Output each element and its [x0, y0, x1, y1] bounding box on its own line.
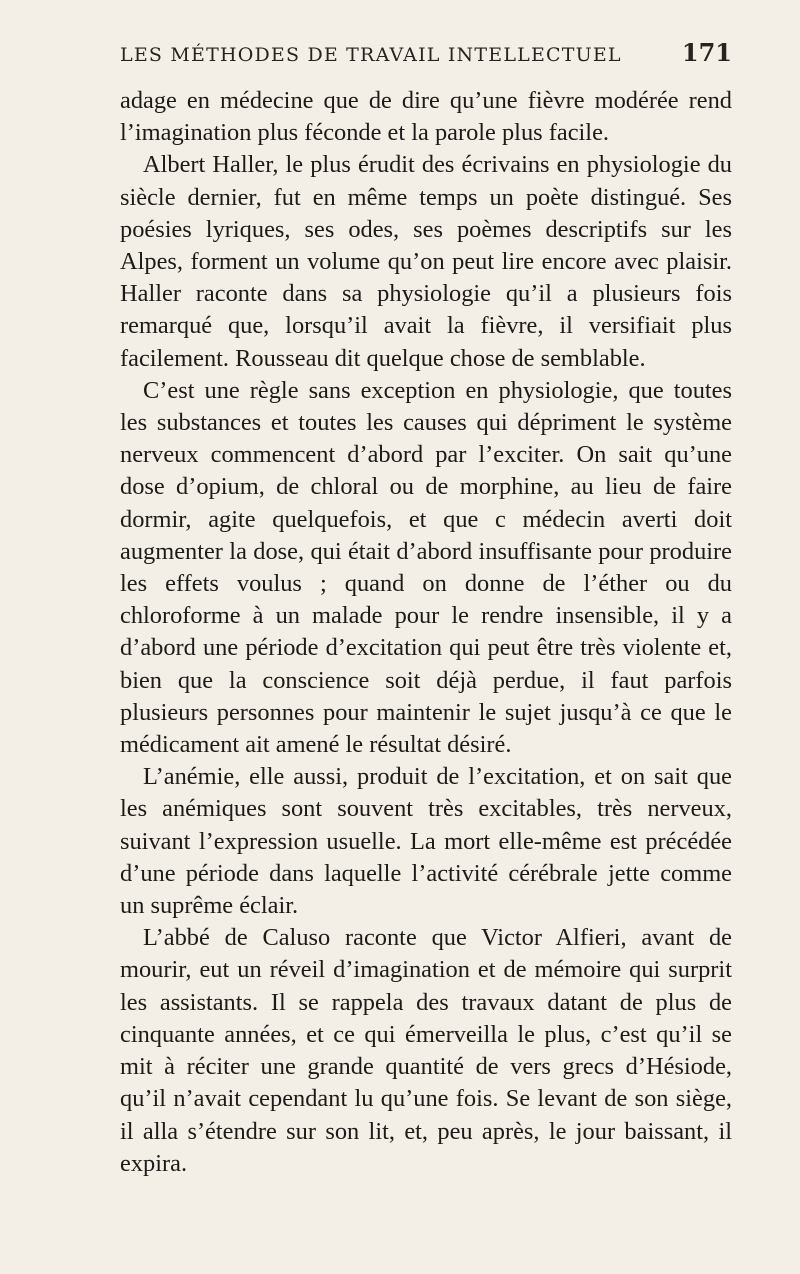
paragraph-continued: adage en médecine que de dire qu’une fièvre modérée rend l’imagination plus féconde et la parole plus facile.: [120, 87, 732, 147]
page-number: 171: [681, 38, 732, 67]
running-header: [120, 38, 732, 67]
paragraph-physiology-rule: C’est une règle sans exception en physiologie, que toutes les substances et toutes les causes qui dépriment le système nerveux commencent d’abord par l’exciter. On sait qu’une dose d’opium, de chloral ou de morphine, au lieu de faire dormir, agite quelquefois, et que c médecin averti doit augmenter la dose, qui était d’abord insuffisante pour produire les effets voulus ; quand on donne de l’éther ou du chloroforme à un malade pour le rendre insensible, il y a d’abord une période d’excitation qui peut être très violente et, bien que la conscience soit déjà perdue, il faut parfois plusieurs personnes pour maintenir le sujet jusqu’à ce que le médicament ait amené le résultat désiré.: [120, 376, 732, 759]
header-title: LES MÉTHODES DE TRAVAIL INTELLECTUEL: [120, 44, 622, 66]
paragraph-anemia: L’anémie, elle aussi, produit de l’excitation, et on sait que les anémiques sont souvent très excitables, très nerveux, suivant l’expression usuelle. La mort elle-même est précédée d’une période dans laquelle l’activité cérébrale jette comme un suprême éclair.: [120, 763, 732, 920]
paragraph-haller: Albert Haller, le plus érudit des écrivains en physiologie du siècle dernier, fut en même temps un poète distingué. Ses poésies lyriques, ses odes, ses poèmes descriptifs sur les Alpes, forment un volume qu’on peut lire encore avec plaisir. Haller raconte dans sa physiologie qu’il a plusieurs fois remarqué que, lorsqu’il avait la fièvre, il versifiait plus facilement. Rousseau dit quelque chose de semblable.: [120, 151, 732, 372]
body-text: [120, 85, 732, 1180]
paragraph-alfieri: L’abbé de Caluso raconte que Victor Alfieri, avant de mourir, eut un réveil d’imagination et de mémoire qui surprit les assistants. Il se rappela des travaux datant de plus de cinquante années, et ce qui émerveilla le plus, c’est qu’il se mit à réciter une grande quantité de vers grecs d’Hésiode, qu’il n’avait cependant lu qu’une fois. Se levant de son siège, il alla s’étendre sur son lit, et, peu après, le jour baissant, il expira.: [120, 924, 732, 1177]
